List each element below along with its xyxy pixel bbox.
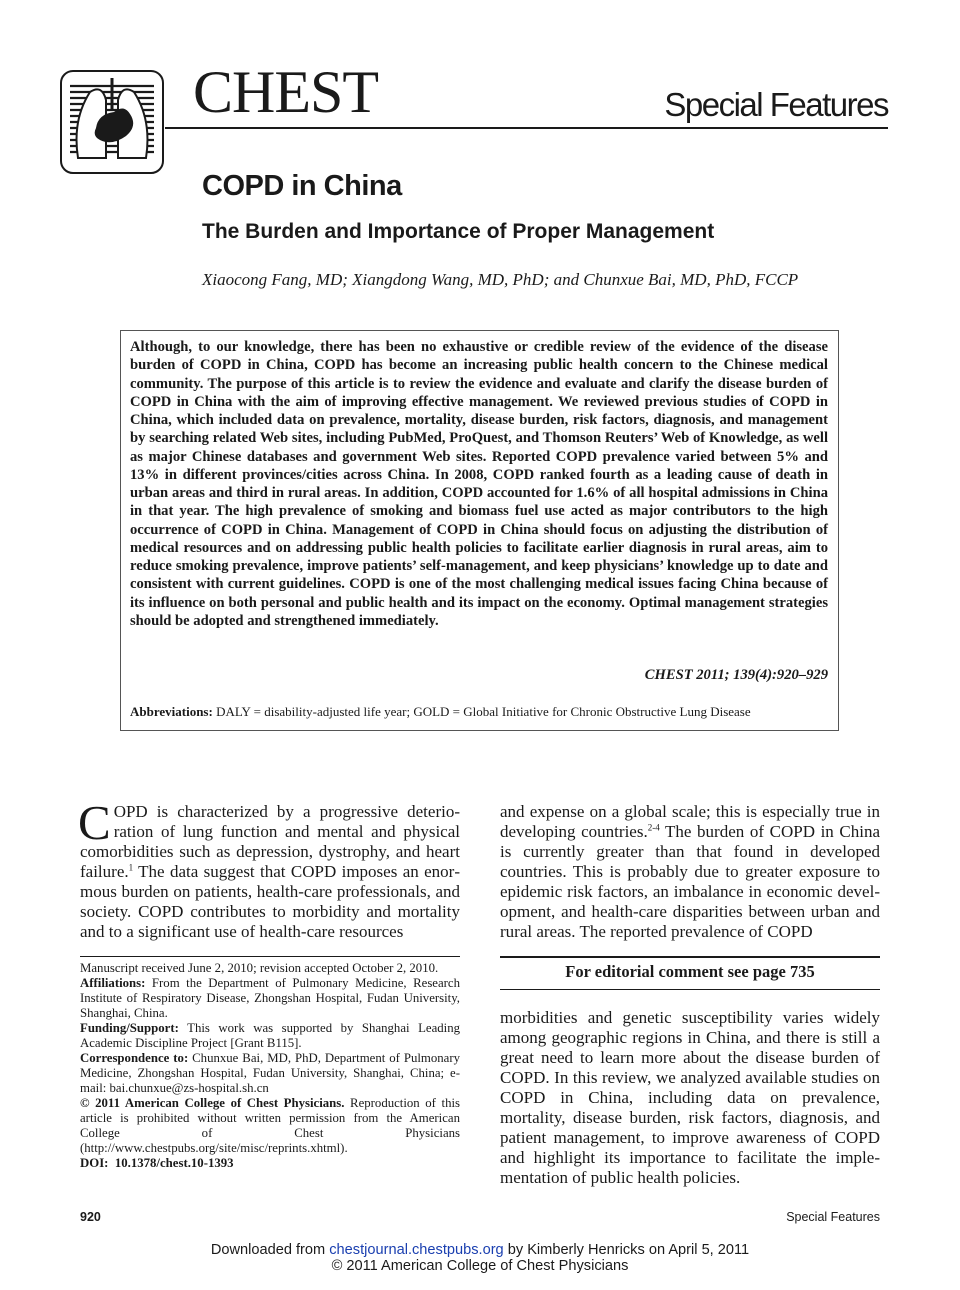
doi [80, 1156, 460, 1171]
funding-text: This work was supported by Shanghai Leading Academic Discipline Project [Grant B115]. [80, 1021, 460, 1050]
footnotes [80, 961, 460, 1171]
body-right-text-2: The burden of COPD in China is currently greater than that found in developed countries. This is probably due to greater exposure to epidemic risk factors, an imbalance in economic development, and health-care disparities between urban and rural areas. The reported prevalence of COPD [500, 822, 881, 941]
body-column-left [78, 795, 460, 942]
footnote-divider [80, 956, 460, 957]
body-left-text-2: The data suggest that COPD imposes an enormous burden on patients, health-care professionals, and society. COPD contributes to morbidity and mortality and to a significant use of health-care resources [80, 862, 460, 941]
reference-link[interactable]: 2-4 [647, 822, 660, 833]
downloaded-from-text: Downloaded from [210, 1242, 330, 1258]
journal-title: CHEST [193, 59, 379, 125]
manuscript-received: Manuscript received June 2, 2010; revision accepted October 2, 2010. [80, 961, 439, 975]
copyright-label: © 2011 American College of Chest Physicians. [80, 1096, 345, 1110]
correspondence-label: Correspondence to: [80, 1051, 189, 1065]
article-subtitle: The Burden and Importance of Proper Management [202, 220, 715, 243]
doi-value[interactable]: 10.1378/chest.10-1393 [114, 1156, 234, 1170]
footer-section-label: Special Features [786, 1210, 880, 1224]
download-notice [0, 1242, 960, 1258]
funding [80, 1021, 460, 1051]
journal-site-link[interactable]: chestjournal.chestpubs.org [329, 1242, 504, 1258]
correspondence [80, 1051, 460, 1096]
footer-copyright: © 2011 American College of Chest Physicians [331, 1258, 629, 1274]
downloaded-by-text: by Kimberly Henricks on April 5, 2011 [503, 1242, 750, 1258]
editorial-comment-link[interactable]: For editorial comment see page 735 [565, 962, 815, 981]
chest-logo-icon [60, 70, 164, 174]
abstract-text: Although, to our knowledge, there has been no exhaustive or credible review of the evidence of the disease burden of COPD in China, COPD has become an increasing public health concern to the Chinese medical community. The purpose of this article is to review the evidence and evaluate and clarify the disease burden of COPD in China with the aim of improving effective management. We reviewed previous studies of COPD in China, which included data on prevalence, mortality, disease burden, risk factors, diagnosis, and management by searching related Web sites, including PubMed, ProQuest, and Thomson Reuters’ Web of Knowledge, as well as major Chinese databases and government Web sites. Reported COPD prevalence varied between 5% and 13% in different provinces/cities across China. In 2008, COPD ranked fourth as a leading cause of death in urban areas and third in rural areas. In addition, COPD accounted for 1.6% of all hospital admissions in China in that year. The high prevalence of smoking and biomass fuel use acted as major contributors to the high occurrence of COPD in China. Management of COPD in China should focus on adjusting the distribution of medical resources and on addressing public health policies to facilitate earlier diagnosis in rural areas, aim to reduce smoking prevalence, improve patients’ self-management, and keep physicians’ knowledge up to date and consistent with current guidelines. COPD is one of the most challenging medical issues facing China because of its influence on both personal and public health and its impact on the economy. Optimal management strategies should be adopted and strengthened immediately. [130, 339, 828, 629]
affiliations-label: Affiliations: [80, 976, 146, 990]
page-number: 920 [80, 1210, 101, 1224]
editorial-divider-top [500, 956, 880, 958]
authors: Xiaocong Fang, MD; Xiangdong Wang, MD, PhD; and Chunxue Bai, MD, PhD, FCCP [202, 270, 799, 289]
correspondence-text: Chunxue Bai, MD, PhD, Department of Pulmonary Medicine, Zhongshan Hospital, Fudan University, Shanghai, China; e-mail: bai.chunxue@zs-hospital.sh.cn [80, 1051, 460, 1095]
article-title: COPD in China [202, 170, 402, 202]
section-label: Special Features [664, 86, 888, 123]
body-right-text-1: and expense on a global scale; this is especially true in developing countries. [500, 802, 880, 841]
affiliations-text: From the Department of Pulmonary Medicine, Research Institute of Respiratory Disease, Zhongshan Hospital, Fudan University, Shanghai, China. [80, 976, 460, 1020]
drop-cap: C [78, 795, 111, 850]
abbreviations-label: Abbreviations: [130, 704, 213, 719]
editorial-divider-bottom [500, 989, 880, 990]
abstract-citation: CHEST 2011; 139(4):920–929 [644, 667, 828, 683]
body-column-right-bottom: morbidities and genetic susceptibility varies widely among geographic regions in China, and there is still a great need to learn more about the disease burden of COPD. In this review, we analyzed available studies on COPD in China, including data on prevalence, mortality, disease burden, risk factors, diagnosis, and patient management, to improve awareness of COPD and highlight its importance to facilitate the implementation of public health policies. [500, 1008, 880, 1187]
reference-link[interactable]: 1 [128, 862, 134, 873]
body-left-text-1: OPD is characterized by a progressive deterioration of lung function and mental and physical comorbidities such as depression, dystrophy, and heart failure. [80, 802, 460, 881]
copyright-notice [80, 1096, 460, 1156]
header-divider [165, 127, 888, 129]
funding-label: Funding/Support: [80, 1021, 179, 1035]
doi-label: DOI: [80, 1156, 109, 1170]
abbreviations-text: DALY = disability-adjusted life year; GOLD = Global Initiative for Chronic Obstructive Lung Disease [216, 704, 751, 719]
copyright-text: Reproduction of this article is prohibited without written permission from the American College of Chest Physicians (http://www.chestpubs.org/site/misc/reprints.xhtml). [80, 1096, 461, 1155]
abbreviations [130, 704, 830, 720]
affiliations [80, 976, 460, 1021]
body-column-right-top [500, 802, 880, 942]
